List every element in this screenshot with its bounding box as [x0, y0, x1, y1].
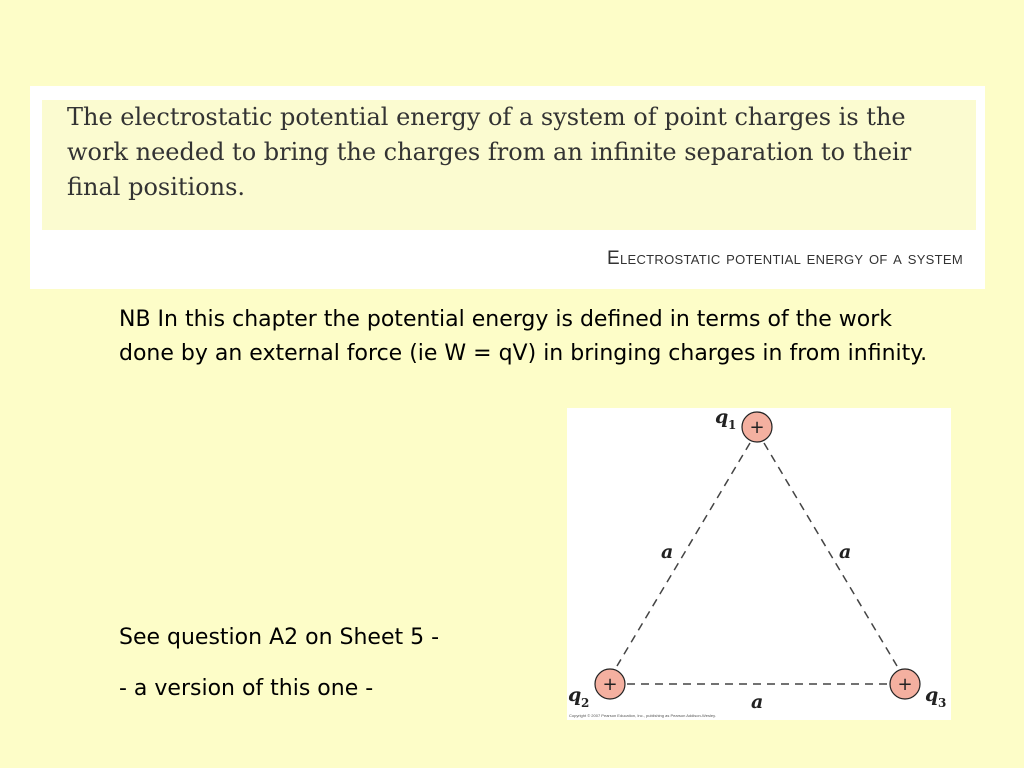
definition-box [30, 86, 985, 289]
reference-line-2: - a version of this one - [119, 676, 374, 701]
side-label-right: a [839, 541, 852, 563]
charge-label-q3: q [925, 684, 939, 706]
charge-subscript-2: 2 [581, 696, 590, 710]
charge-q1 [715, 408, 772, 442]
definition-text: The electrostatic potential energy of a system of point charges is the work needed to bring the charges from an infinite separation to their final positions. [67, 103, 912, 201]
side-q1-q2 [617, 443, 750, 666]
charge-subscript-1: 1 [728, 418, 737, 432]
charge-q3 [890, 669, 946, 710]
note-text: NB In this chapter the potential energy is defined in terms of the work done by an external force (ie W = qV) in bringing charges in from infinity. [119, 307, 928, 366]
definition-caption: Electrostatic potential energy of a system [606, 248, 963, 269]
figure-copyright: Copyright © 2007 Pearson Education, Inc., publishing as Pearson Addison-Wesley. [569, 713, 716, 718]
plus-sign-icon: + [749, 417, 765, 438]
charge-label-q2: q [568, 684, 582, 706]
reference-line-1: See question A2 on Sheet 5 - [119, 625, 440, 650]
charge-triangle-figure [567, 408, 951, 720]
plus-sign-icon: + [897, 674, 913, 695]
charge-subscript-3: 3 [938, 696, 947, 710]
plus-sign-icon: + [602, 674, 618, 695]
charge-label-q1: q [715, 408, 729, 428]
triangle-diagram [567, 408, 951, 720]
side-label-left: a [661, 541, 674, 563]
side-label-bottom: a [751, 691, 764, 713]
side-q1-q3 [764, 443, 897, 666]
charge-q2 [568, 669, 625, 710]
